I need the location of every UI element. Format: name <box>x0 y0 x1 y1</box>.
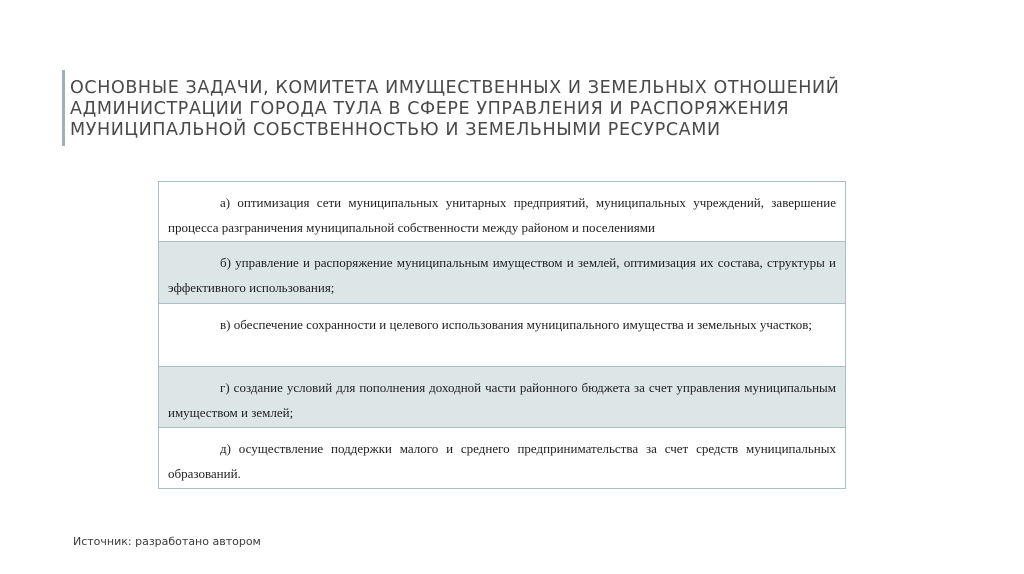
tasks-table <box>158 181 846 489</box>
title-accent-bar <box>62 70 65 146</box>
title-line-1: ОСНОВНЫЕ ЗАДАЧИ, КОМИТЕТА ИМУЩЕСТВЕННЫХ И ЗЕМЕЛЬНЫХ ОТНОШЕНИЙ <box>70 78 840 98</box>
title-line-2: АДМИНИСТРАЦИИ ГОРОДА ТУЛА В СФЕРЕ УПРАВЛЕНИЯ И РАСПОРЯЖЕНИЯ <box>70 99 790 119</box>
title-line-3: МУНИЦИПАЛЬНОЙ СОБСТВЕННОСТЬЮ И ЗЕМЕЛЬНЫМИ РЕСУРСАМИ <box>70 120 721 140</box>
task-row-b: б) управление и распоряжение муниципальным имуществом и землей, оптимизация их состава, структуры и эффективного использования; <box>159 242 845 304</box>
task-row-a: а) оптимизация сети муниципальных унитарных предприятий, муниципальных учреждений, завершение процесса разграничения муниципальной собственности между районом и поселениями <box>159 182 845 242</box>
slide-title <box>70 78 970 141</box>
task-row-e: д) осуществление поддержки малого и среднего предпринимательства за счет средств муниципальных образований. <box>168 441 836 481</box>
task-row-d: г) создание условий для пополнения доходной части районного бюджета за счет управления муниципальным имуществом и землей; <box>159 367 845 428</box>
task-row-c: в) обеспечение сохранности и целевого использования муниципального имущества и земельных участков; <box>159 304 845 367</box>
source-note: Источник: разработано автором <box>73 535 261 548</box>
